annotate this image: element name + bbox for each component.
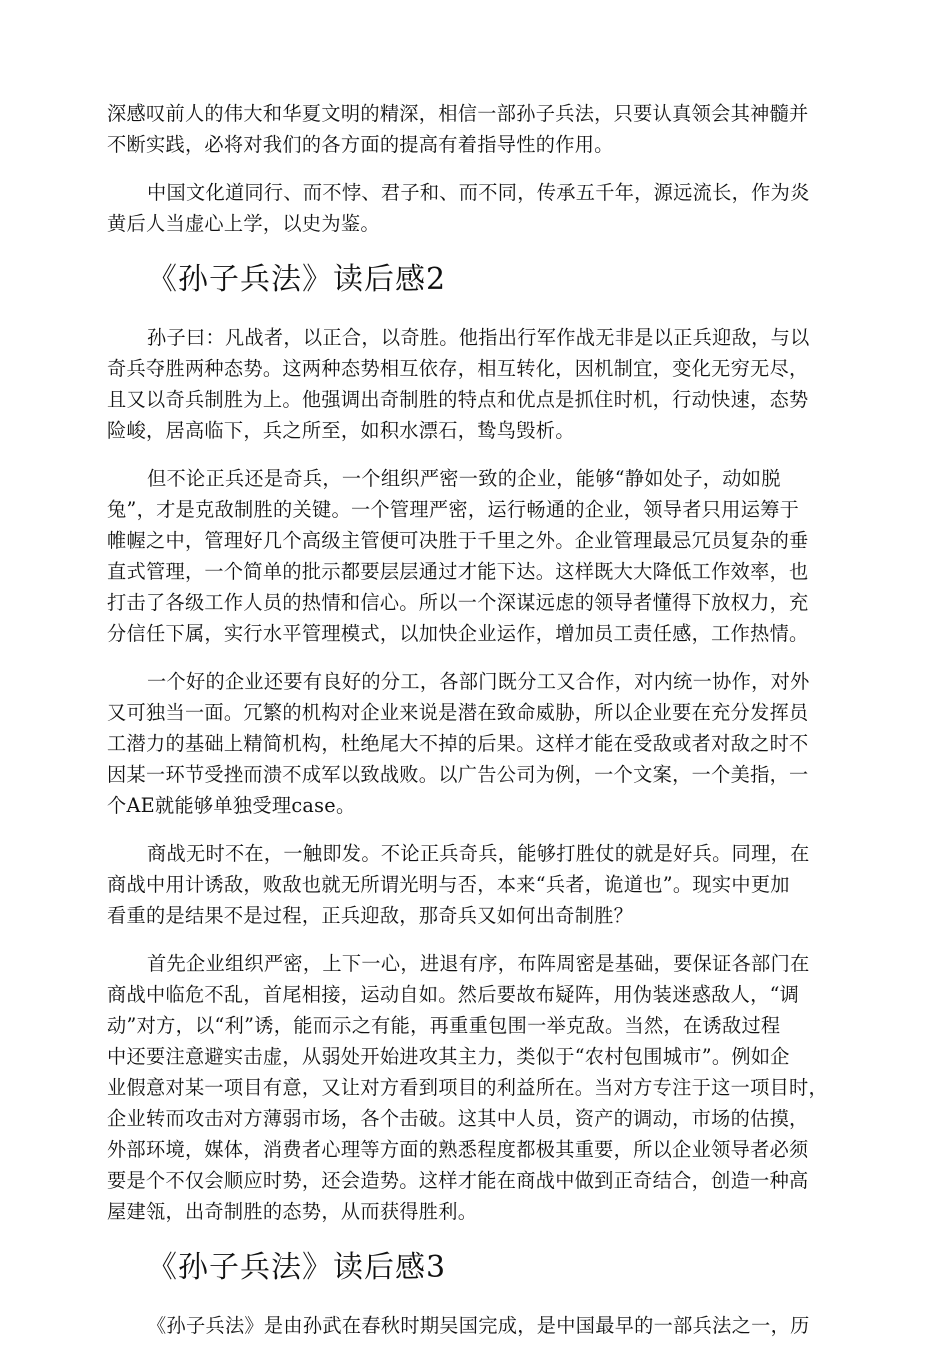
- text-line: 因某一环节受挫而溃不成军以致战败。以广告公司为例，一个文案，一个美指，一: [107, 763, 809, 786]
- section-2-paragraph-4: [107, 838, 847, 931]
- text-line: 一个好的企业还要有良好的分工，各部门既分工又合作，对内统一协作，对外: [147, 670, 810, 693]
- text-line: 黄后人当虚心上学，以史为鉴。: [107, 212, 380, 235]
- text-line: 兔”，才是克敌制胜的关键。一个管理严密，运行畅通的企业，领导者只用运筹于: [107, 498, 800, 521]
- text-line: 直式管理，一个简单的批示都要层层通过才能下达。这样既大大降低工作效率，也: [107, 560, 809, 583]
- text-line: 中还要注意避实击虚，从弱处开始进攻其主力，类似于“农村包围城市”。例如企: [107, 1045, 790, 1068]
- text-line: 打击了各级工作人员的热情和信心。所以一个深谋远虑的领导者懂得下放权力，充: [107, 591, 809, 614]
- text-line: 但不论正兵还是奇兵，一个组织严密一致的企业，能够“静如处子，动如脱: [147, 467, 781, 490]
- text-line: 帷幄之中，管理好几个高级主管便可决胜于千里之外。企业管理最忌冗员复杂的垂: [107, 529, 809, 552]
- text-line: 屋建瓴，出奇制胜的态势，从而获得胜利。: [107, 1200, 478, 1223]
- text-line: 商战中用计诱敌，败敌也就无所谓光明与否，本来“兵者，诡道也”。现实中更加: [107, 873, 790, 896]
- text-line: 分信任下属，实行水平管理模式，以加快企业运作，增加员工责任感，工作热情。: [107, 622, 809, 645]
- section-3-heading: 《孙子兵法》读后感3: [147, 1250, 447, 1285]
- text-line: 险峻，居高临下，兵之所至，如积水漂石，鸷鸟毁析。: [107, 419, 575, 442]
- intro-paragraph-2: [107, 177, 847, 239]
- text-line: 又可独当一面。冗繁的机构对企业来说是潜在致命威胁，所以企业要在充分发挥员: [107, 701, 809, 724]
- text-line: 孙子曰：凡战者，以正合，以奇胜。他指出行军作战无非是以正兵迎敌，与以: [147, 326, 810, 349]
- text-line: 且又以奇兵制胜为上。他强调出奇制胜的特点和优点是抓住时机，行动快速，态势: [107, 388, 809, 411]
- section-2-heading: 《孙子兵法》读后感2: [147, 262, 447, 297]
- text-line: 外部环境，媒体，消费者心理等方面的熟悉程度都极其重要，所以企业领导者必须: [107, 1138, 809, 1161]
- section-2-paragraph-2: [107, 463, 847, 649]
- text-line: 企业转而攻击对方薄弱市场，各个击破。这其中人员，资产的调动，市场的估摸，: [107, 1107, 809, 1130]
- text-line: 商战无时不在，一触即发。不论正兵奇兵，能够打胜仗的就是好兵。同理，在: [147, 842, 810, 865]
- text-line: 业假意对某一项目有意，又让对方看到项目的利益所在。当对方专注于这一项目时，: [107, 1076, 829, 1099]
- text-line: 动”对方，以“利”诱，能而示之有能，再重重包围一举克敌。当然，在诱敌过程: [107, 1014, 781, 1037]
- text-line: 要是个不仅会顺应时势，还会造势。这样才能在商战中做到正奇结合，创造一种高: [107, 1169, 809, 1192]
- section-3-paragraph-1: [107, 1310, 847, 1341]
- text-line: 奇兵夺胜两种态势。这两种态势相互依存，相互转化，因机制宜，变化无穷无尽，: [107, 357, 809, 380]
- text-line: 深感叹前人的伟大和华夏文明的精深，相信一部孙子兵法，只要认真领会其神髓并: [107, 102, 809, 125]
- document-page: [107, 98, 847, 1358]
- text-line: 《孙子兵法》是由孙武在春秋时期吴国完成，是中国最早的一部兵法之一，历: [147, 1314, 810, 1337]
- section-2-paragraph-5: [107, 948, 847, 1227]
- text-line: 个AE就能够单独受理case。: [107, 794, 356, 817]
- text-line: 中国文化道同行、而不悖、君子和、而不同，传承五千年，源远流长，作为炎: [147, 181, 810, 204]
- intro-paragraph-1: [107, 98, 847, 160]
- text-line: 商战中临危不乱，首尾相接，运动自如。然后要故布疑阵，用伪装迷惑敌人，“调: [107, 983, 800, 1006]
- section-2-paragraph-1: [107, 322, 847, 446]
- section-2-paragraph-3: [107, 666, 847, 821]
- text-line: 看重的是结果不是过程，正兵迎敌，那奇兵又如何出奇制胜？: [107, 904, 634, 927]
- text-line: 不断实践，必将对我们的各方面的提高有着指导性的作用。: [107, 133, 614, 156]
- text-line: 工潜力的基础上精简机构，杜绝尾大不掉的后果。这样才能在受敌或者对敌之时不: [107, 732, 809, 755]
- text-line: 首先企业组织严密，上下一心，进退有序，布阵周密是基础，要保证各部门在: [147, 952, 810, 975]
